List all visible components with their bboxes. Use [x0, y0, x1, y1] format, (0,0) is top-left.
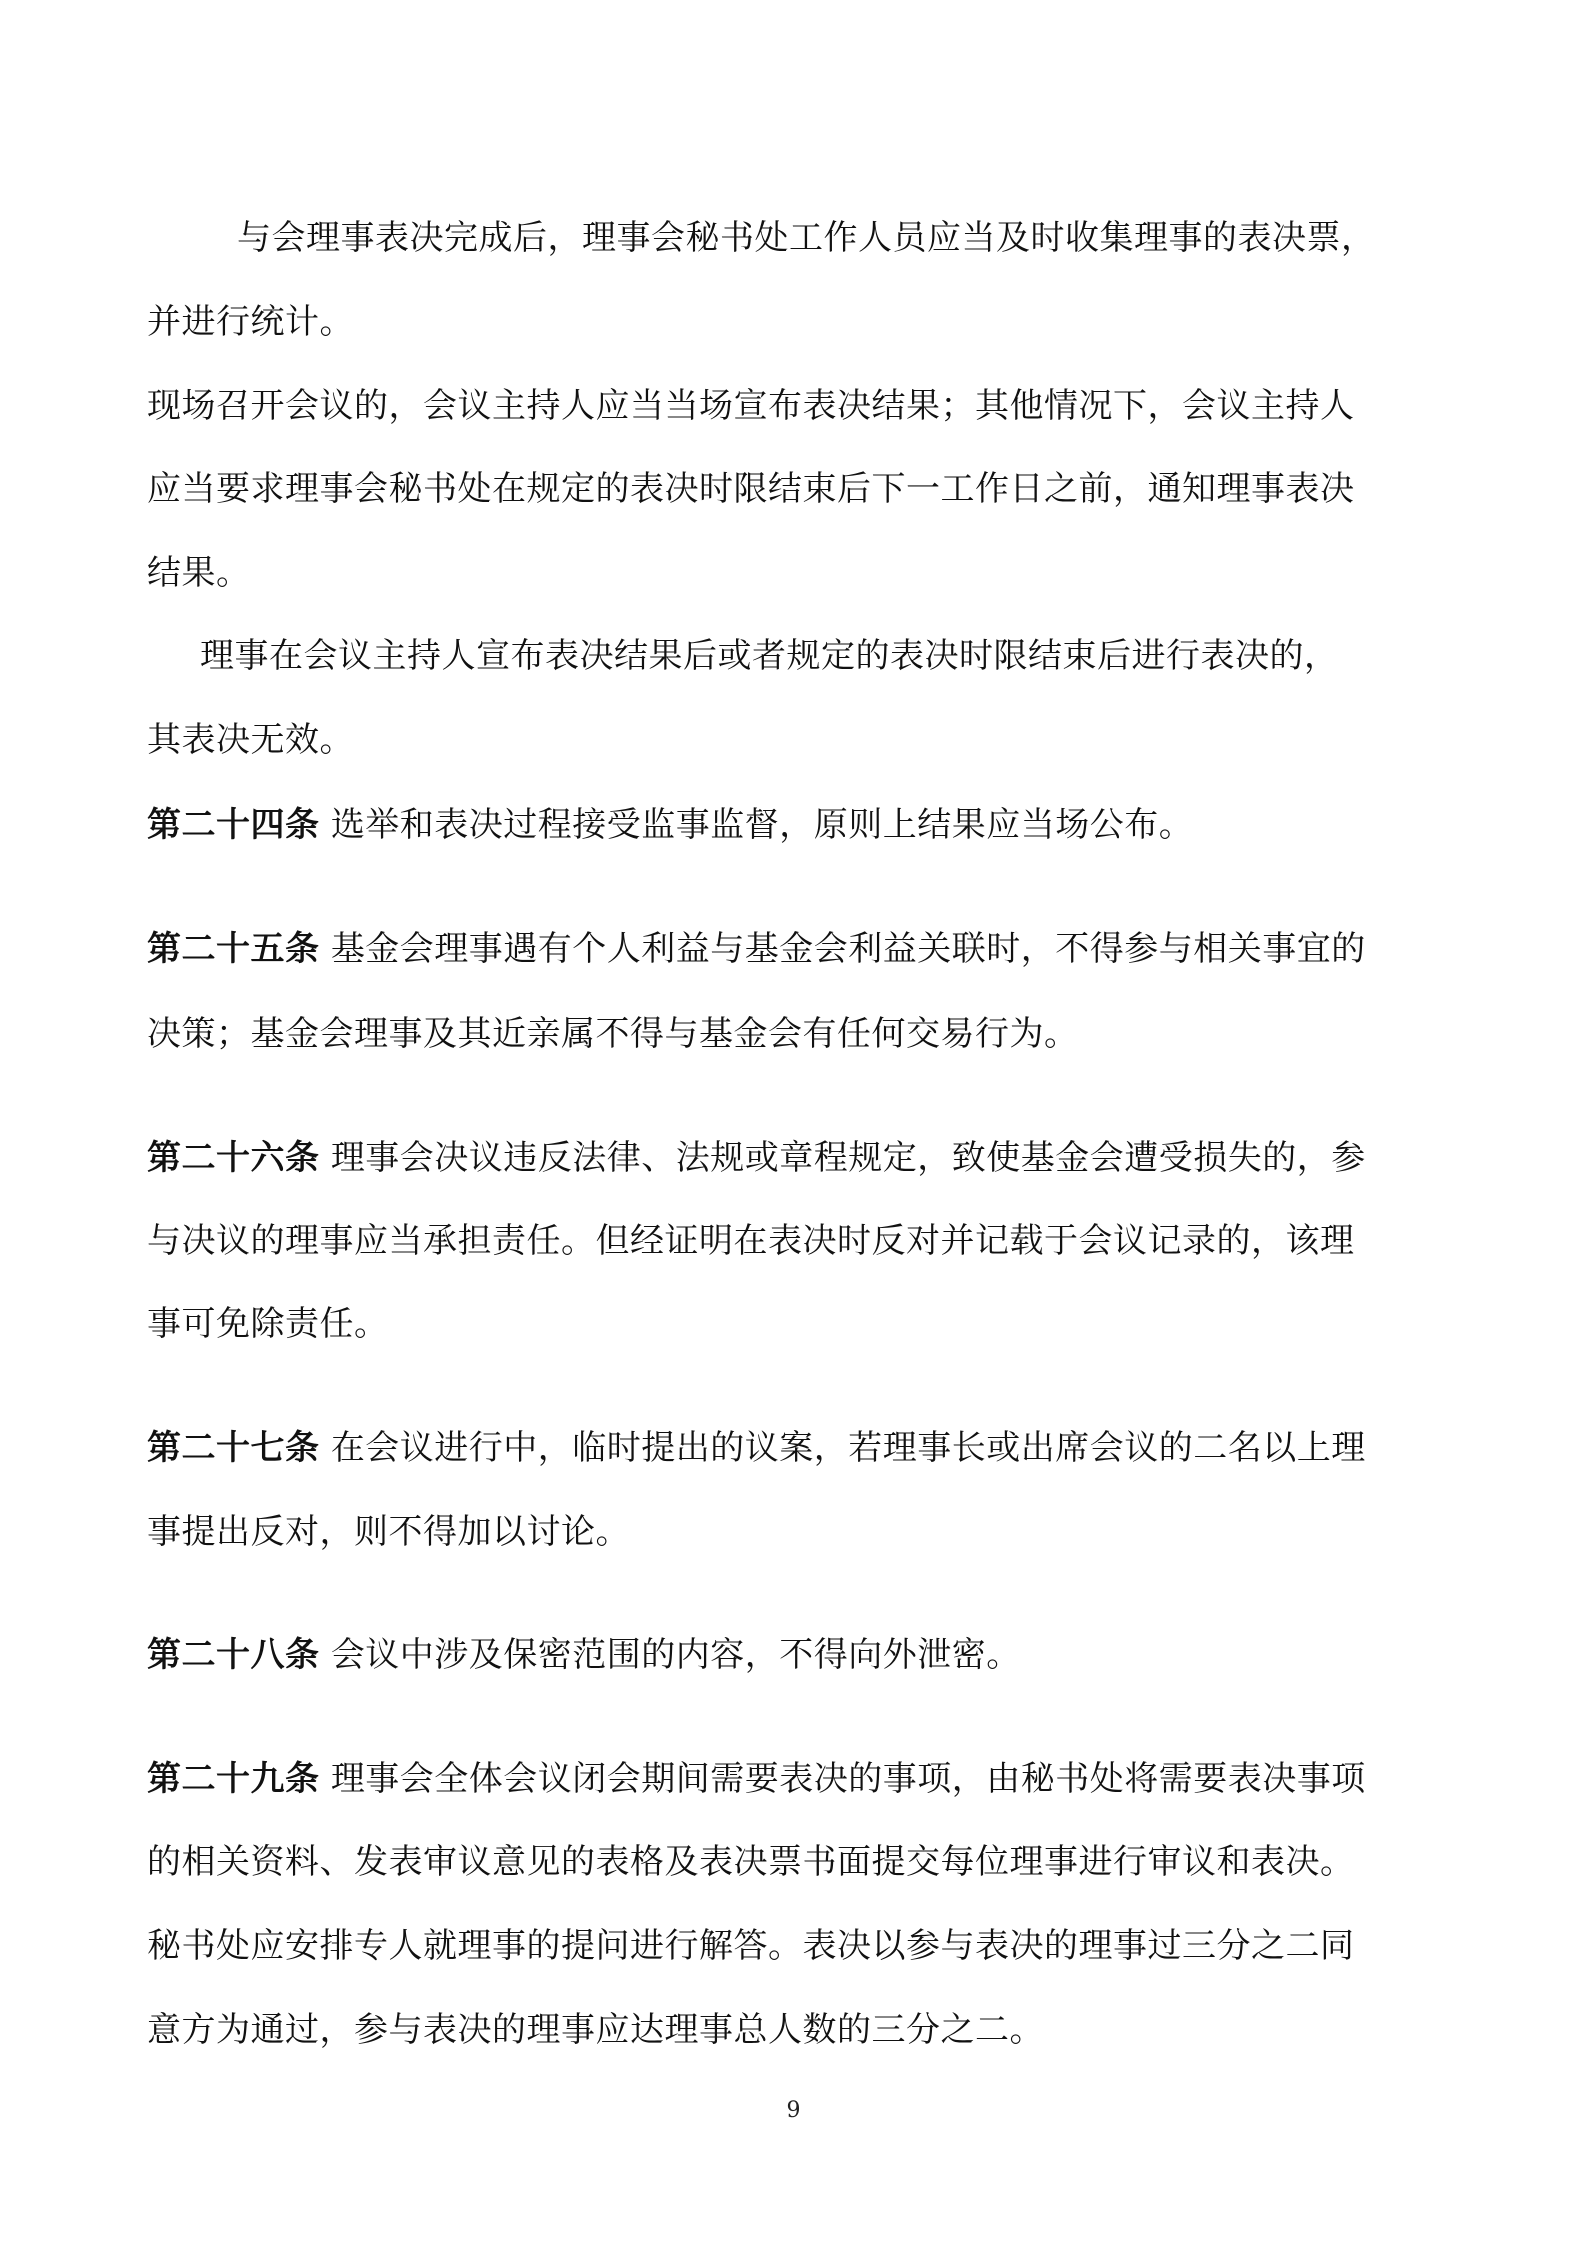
article-label: 第二十八条 — [147, 1635, 320, 1675]
article-29 — [147, 1757, 1366, 1801]
paragraph-line: 意方为通过，参与表决的理事应达理事总人数的三分之二。 — [147, 2010, 1044, 2050]
article-text: 在会议进行中，临时提出的议案，若理事长或出席会议的二名以上理 — [330, 1428, 1366, 1468]
article-27 — [147, 1426, 1366, 1470]
paragraph-line: 与会理事表决完成后，理事会秘书处工作人员应当及时收集理事的表决票， — [237, 218, 1376, 258]
article-label: 第二十四条 — [147, 805, 320, 845]
paragraph-line: 其表决无效。 — [147, 720, 354, 760]
article-28 — [147, 1633, 1021, 1677]
article-label: 第二十五条 — [147, 929, 320, 969]
article-24 — [147, 803, 1193, 847]
article-label: 第二十九条 — [147, 1759, 320, 1799]
article-25 — [147, 927, 1366, 971]
article-text: 选举和表决过程接受监事监督，原则上结果应当场公布。 — [330, 805, 1194, 845]
article-text: 基金会理事遇有个人利益与基金会利益关联时，不得参与相关事宜的 — [330, 929, 1366, 969]
article-26 — [147, 1136, 1366, 1180]
paragraph-line: 结果。 — [147, 553, 251, 593]
paragraph-line: 与决议的理事应当承担责任。但经证明在表决时反对并记载于会议记录的，该理 — [147, 1221, 1355, 1261]
article-text: 会议中涉及保密范围的内容，不得向外泄密。 — [330, 1635, 1021, 1675]
paragraph-line: 应当要求理事会秘书处在规定的表决时限结束后下一工作日之前，通知理事表决 — [147, 469, 1355, 509]
paragraph-line: 秘书处应安排专人就理事的提问进行解答。表决以参与表决的理事过三分之二同 — [147, 1926, 1355, 1966]
article-text: 理事会全体会议闭会期间需要表决的事项，由秘书处将需要表决事项 — [330, 1759, 1366, 1799]
article-label: 第二十七条 — [147, 1428, 320, 1468]
article-text: 理事会决议违反法律、法规或章程规定，致使基金会遭受损失的，参 — [330, 1138, 1366, 1178]
page-number: 9 — [786, 2098, 801, 2123]
paragraph-line: 决策；基金会理事及其近亲属不得与基金会有任何交易行为。 — [147, 1014, 1079, 1054]
paragraph-line: 的相关资料、发表审议意见的表格及表决票书面提交每位理事进行审议和表决。 — [147, 1842, 1355, 1882]
paragraph-line: 事提出反对，则不得加以讨论。 — [147, 1512, 630, 1552]
article-label: 第二十六条 — [147, 1138, 320, 1178]
paragraph-line: 事可免除责任。 — [147, 1304, 389, 1344]
paragraph-line: 并进行统计。 — [147, 302, 354, 342]
paragraph-line: 理事在会议主持人宣布表决结果后或者规定的表决时限结束后进行表决的， — [200, 636, 1339, 676]
paragraph-line: 现场召开会议的，会议主持人应当当场宣布表决结果；其他情况下，会议主持人 — [147, 386, 1355, 426]
